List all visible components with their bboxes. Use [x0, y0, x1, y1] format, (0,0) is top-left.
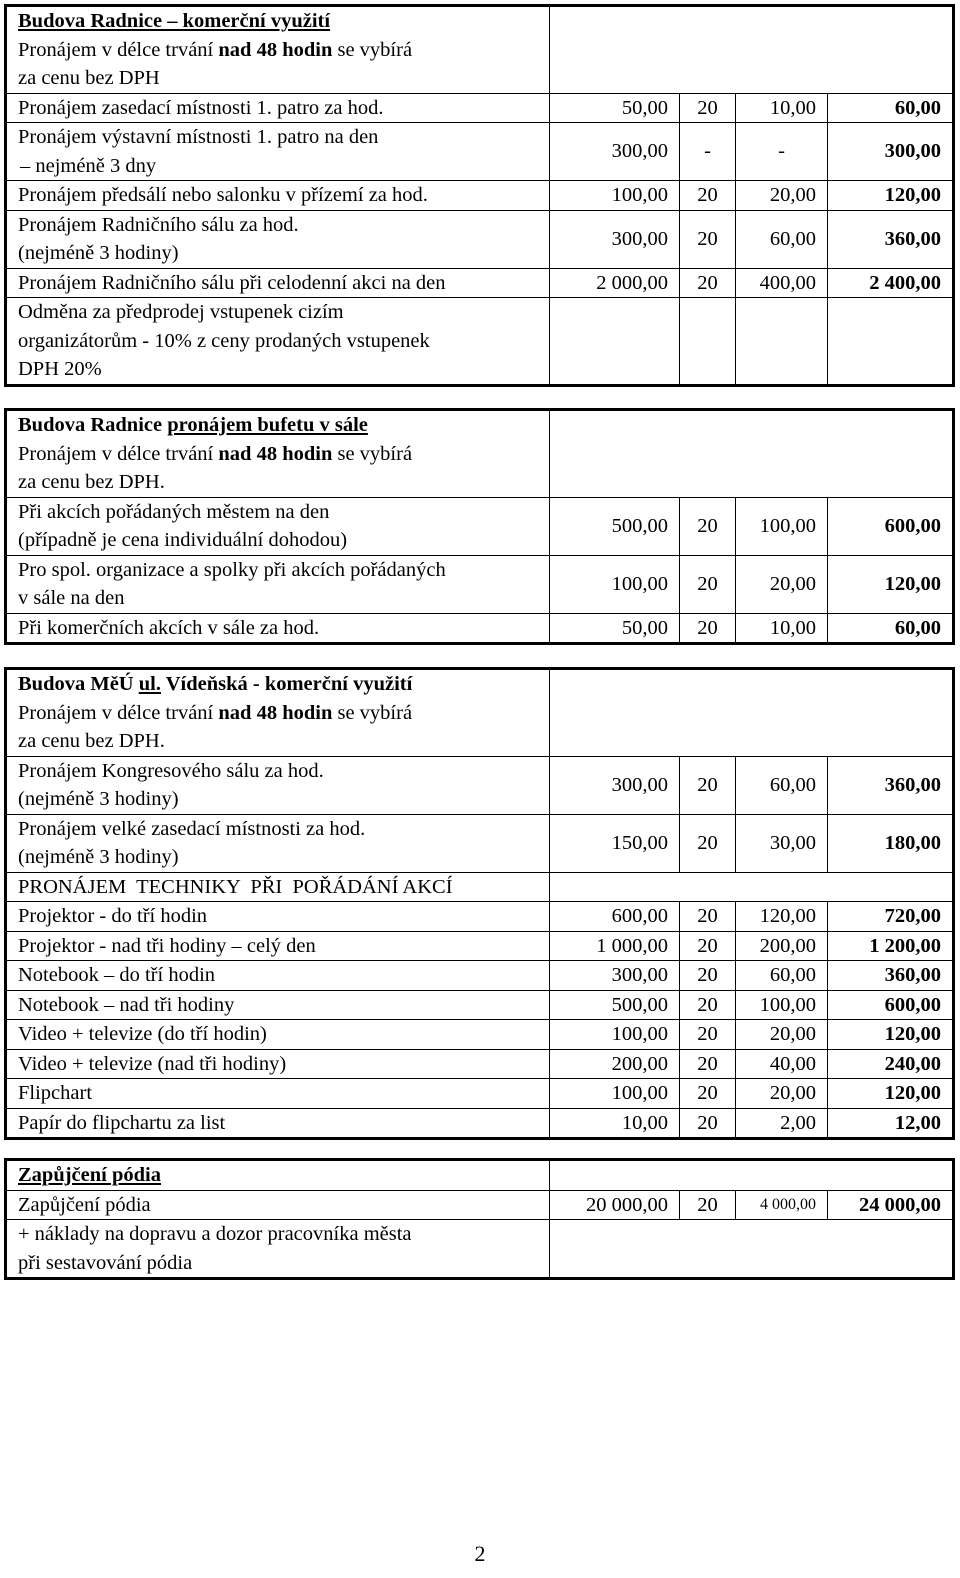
price-base: 150,00 — [550, 814, 680, 872]
empty-cell — [550, 1160, 954, 1191]
vat-amount: 2,00 — [736, 1108, 828, 1139]
row-description: Notebook – do tří hodin — [6, 961, 550, 991]
vat-rate: 20 — [680, 931, 736, 961]
rental-note: Pronájem v délce trvání nad 48 hodin se vybírá — [18, 442, 413, 465]
price-base: 100,00 — [550, 1079, 680, 1109]
empty-cell — [550, 1220, 954, 1279]
vat-amount: 60,00 — [736, 210, 828, 268]
vat-amount: 20,00 — [736, 1079, 828, 1109]
price-base: 20 000,00 — [550, 1190, 680, 1220]
vat-amount — [736, 298, 828, 386]
table-row — [6, 181, 954, 211]
section-header-row — [6, 1160, 954, 1191]
section-title: Budova MěÚ ul. Vídeňská - komerční využití Pronájem v délce trvání nad 48 hodin se vybírá za cenu bez DPH. — [6, 669, 550, 757]
price-base: 100,00 — [550, 555, 680, 613]
row-description: Papír do flipchartu za list — [6, 1108, 550, 1139]
price-base — [550, 298, 680, 386]
vat-amount: 30,00 — [736, 814, 828, 872]
table-row — [6, 93, 954, 123]
price-total: 24 000,00 — [828, 1190, 954, 1220]
vat-rate: - — [680, 123, 736, 181]
row-description: Při akcích pořádaných městem na den (případně je cena individuální dohodou) — [6, 497, 550, 555]
vat-rate: 20 — [680, 93, 736, 123]
empty-cell — [550, 6, 954, 94]
row-description: Pronájem Kongresového sálu za hod. (nejméně 3 hodiny) — [6, 756, 550, 814]
price-base: 300,00 — [550, 210, 680, 268]
table-row — [6, 497, 954, 555]
vat-rate: 20 — [680, 961, 736, 991]
price-total: 60,00 — [828, 613, 954, 644]
table-row — [6, 814, 954, 872]
price-base: 600,00 — [550, 902, 680, 932]
row-description: Projektor - nad tři hodiny – celý den — [6, 931, 550, 961]
row-description: Video + televize (do tří hodin) — [6, 1020, 550, 1050]
table-row — [6, 123, 954, 181]
vat-rate: 20 — [680, 1020, 736, 1050]
vat-rate: 20 — [680, 1079, 736, 1109]
vat-amount: 100,00 — [736, 990, 828, 1020]
table-row — [6, 298, 954, 386]
vat-rate: 20 — [680, 181, 736, 211]
vat-amount: 20,00 — [736, 1020, 828, 1050]
rental-note: Pronájem v délce trvání nad 48 hodin se vybírá — [18, 38, 413, 61]
row-description: Pronájem Radničního sálu za hod. (nejméně 3 hodiny) — [6, 210, 550, 268]
row-description: + náklady na dopravu a dozor pracovníka města při sestavování pódia — [6, 1220, 550, 1279]
price-base: 100,00 — [550, 181, 680, 211]
vat-amount: 60,00 — [736, 961, 828, 991]
price-total: 360,00 — [828, 756, 954, 814]
table-podium — [4, 1158, 955, 1280]
price-base: 1 000,00 — [550, 931, 680, 961]
price-total: 180,00 — [828, 814, 954, 872]
vat-amount: 10,00 — [736, 613, 828, 644]
price-total: 120,00 — [828, 1079, 954, 1109]
row-description: Pro spol. organizace a spolky při akcích pořádaných v sále na den — [6, 555, 550, 613]
price-base: 200,00 — [550, 1049, 680, 1079]
section-title: Budova Radnice – komerční využití Pronájem v délce trvání nad 48 hodin se vybírá za cenu bez DPH — [6, 6, 550, 94]
vat-rate: 20 — [680, 268, 736, 298]
section-title: Zapůjčení pódia — [6, 1160, 550, 1191]
section-title-text: Budova Radnice – komerční využití — [18, 10, 331, 32]
vat-rate: 20 — [680, 1108, 736, 1139]
vat-rate: 20 — [680, 990, 736, 1020]
table-row — [6, 756, 954, 814]
vat-amount: 200,00 — [736, 931, 828, 961]
price-total: 2 400,00 — [828, 268, 954, 298]
vat-amount: 20,00 — [736, 555, 828, 613]
vat-amount: 10,00 — [736, 93, 828, 123]
vat-rate: 20 — [680, 1190, 736, 1220]
row-description: Pronájem zasedací místnosti 1. patro za hod. — [6, 93, 550, 123]
row-description: Projektor - do tří hodin — [6, 902, 550, 932]
vat-amount: 100,00 — [736, 497, 828, 555]
price-total: 300,00 — [828, 123, 954, 181]
vat-rate: 20 — [680, 555, 736, 613]
row-description: Flipchart — [6, 1079, 550, 1109]
row-description: Notebook – nad tři hodiny — [6, 990, 550, 1020]
row-description: Pronájem Radničního sálu při celodenní akci na den — [6, 268, 550, 298]
table-row — [6, 990, 954, 1020]
table-row — [6, 931, 954, 961]
section-header-row — [6, 669, 954, 757]
section-header-row — [6, 410, 954, 498]
price-total: 600,00 — [828, 497, 954, 555]
table-row — [6, 1220, 954, 1279]
price-base: 500,00 — [550, 497, 680, 555]
section-title: Budova Radnice pronájem bufetu v sále Pronájem v délce trvání nad 48 hodin se vybírá za cenu bez DPH. — [6, 410, 550, 498]
empty-cell — [550, 669, 954, 757]
table-radnice-bufet — [4, 408, 955, 645]
row-description: Pronájem předsálí nebo salonku v přízemí za hod. — [6, 181, 550, 211]
table-row — [6, 961, 954, 991]
price-total: 60,00 — [828, 93, 954, 123]
vat-rate: 20 — [680, 613, 736, 644]
row-description: Pronájem velké zasedací místnosti za hod. (nejméně 3 hodiny) — [6, 814, 550, 872]
empty-cell — [550, 410, 954, 498]
price-base: 50,00 — [550, 613, 680, 644]
vat-amount: 400,00 — [736, 268, 828, 298]
subheading-row — [6, 872, 954, 902]
vat-rate: 20 — [680, 1049, 736, 1079]
table-radnice-komercni — [4, 4, 955, 387]
price-total — [828, 298, 954, 386]
rental-note: Pronájem v délce trvání nad 48 hodin se vybírá — [18, 701, 413, 724]
price-total: 360,00 — [828, 210, 954, 268]
technika-subheading: PRONÁJEM TECHNIKY PŘI POŘÁDÁNÍ AKCÍ — [6, 872, 550, 902]
table-meu-videnska — [4, 667, 955, 1140]
price-total: 600,00 — [828, 990, 954, 1020]
vat-rate: 20 — [680, 902, 736, 932]
table-row — [6, 1190, 954, 1220]
vat-rate: 20 — [680, 210, 736, 268]
price-total: 1 200,00 — [828, 931, 954, 961]
vat-amount: 40,00 — [736, 1049, 828, 1079]
table-row — [6, 1108, 954, 1139]
price-base: 100,00 — [550, 1020, 680, 1050]
price-base: 500,00 — [550, 990, 680, 1020]
table-row — [6, 613, 954, 644]
price-base: 2 000,00 — [550, 268, 680, 298]
price-total: 720,00 — [828, 902, 954, 932]
vat-rate — [680, 298, 736, 386]
table-row — [6, 1020, 954, 1050]
vat-amount: 20,00 — [736, 181, 828, 211]
table-row — [6, 268, 954, 298]
row-description: Při komerčních akcích v sále za hod. — [6, 613, 550, 644]
price-base: 300,00 — [550, 123, 680, 181]
table-row — [6, 555, 954, 613]
vat-rate: 20 — [680, 756, 736, 814]
price-total: 120,00 — [828, 181, 954, 211]
price-base: 50,00 — [550, 93, 680, 123]
vat-amount: 60,00 — [736, 756, 828, 814]
vat-rate: 20 — [680, 814, 736, 872]
empty-cell — [550, 872, 954, 902]
price-base: 300,00 — [550, 961, 680, 991]
price-total: 240,00 — [828, 1049, 954, 1079]
price-base: 10,00 — [550, 1108, 680, 1139]
row-description: Odměna za předprodej vstupenek cizím organizátorům - 10% z ceny prodaných vstupenek DPH 20% — [6, 298, 550, 386]
table-row — [6, 1049, 954, 1079]
table-row — [6, 210, 954, 268]
page-number: 2 — [474, 1541, 486, 1566]
price-total: 120,00 — [828, 1020, 954, 1050]
vat-amount: 120,00 — [736, 902, 828, 932]
price-total: 360,00 — [828, 961, 954, 991]
vat-rate: 20 — [680, 497, 736, 555]
price-base: 300,00 — [550, 756, 680, 814]
price-total: 12,00 — [828, 1108, 954, 1139]
vat-amount: - — [736, 123, 828, 181]
section-header-row — [6, 6, 954, 94]
row-description: Video + televize (nad tři hodiny) — [6, 1049, 550, 1079]
vat-amount: 4 000,00 — [736, 1190, 828, 1220]
row-description: Zapůjčení pódia — [6, 1190, 550, 1220]
table-row — [6, 1079, 954, 1109]
row-description: Pronájem výstavní místnosti 1. patro na den – nejméně 3 dny — [6, 123, 550, 181]
table-row — [6, 902, 954, 932]
price-total: 120,00 — [828, 555, 954, 613]
